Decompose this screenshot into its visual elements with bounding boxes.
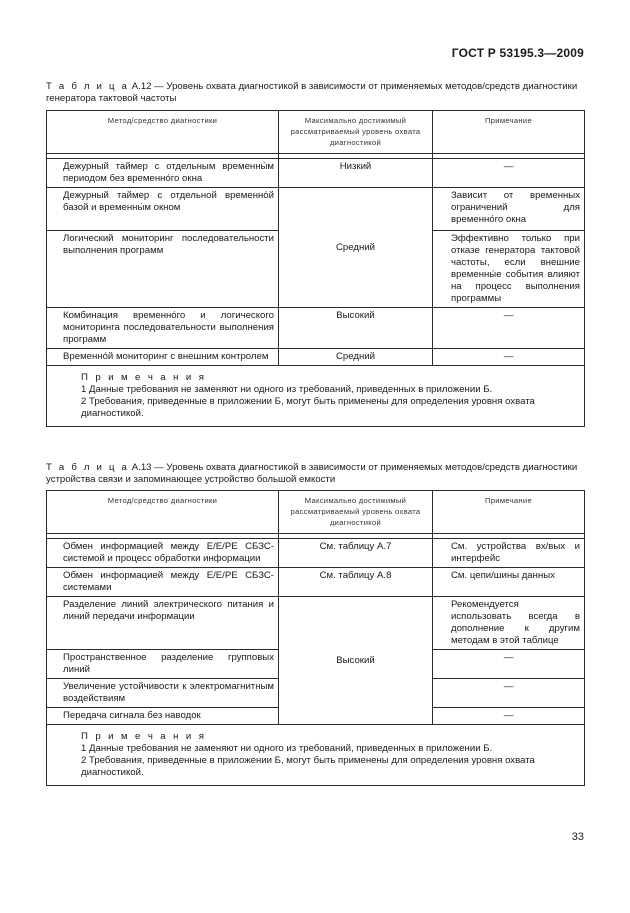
- note-cell: См. устройства вх/вых и интерфейс: [433, 539, 585, 568]
- table-a13-caption-lead: Т а б л и ц а: [46, 462, 130, 473]
- notes-row: [47, 725, 585, 786]
- method-cell: Обмен информацией между Е/Е/РЕ СБЗС-системами: [47, 568, 279, 597]
- table-header-row: [47, 491, 585, 534]
- table-header-row: [47, 111, 585, 154]
- table-row: [47, 188, 585, 231]
- level-cell: Высокий: [279, 597, 433, 725]
- note-item: 2 Требования, приведенные в приложении Б, могут быть применены для определения уровня охвата диагностикой.: [81, 396, 535, 419]
- notes-cell: [47, 366, 585, 427]
- table-a13-caption: [46, 462, 586, 486]
- header-note: Примечание: [433, 491, 585, 534]
- method-cell: Увеличение устойчивости к электромагнитным воздействиям: [47, 679, 279, 708]
- table-row: [47, 349, 585, 366]
- method-cell: Комбинация временно́го и логического мониторинга последовательности выполнения программ: [47, 308, 279, 349]
- notes-cell: [47, 725, 585, 786]
- note-item: 1 Данные требования не заменяют ни одного из требований, приведенных в приложении Б.: [81, 743, 493, 754]
- note-item: 1 Данные требования не заменяют ни одного из требований, приведенных в приложении Б.: [81, 384, 493, 395]
- note-cell: Зависит от временных ограничений для временно́го окна: [433, 188, 585, 231]
- table-row: [47, 597, 585, 650]
- note-cell: —: [433, 679, 585, 708]
- note-item: 2 Требования, приведенные в приложении Б, могут быть применены для определения уровня охвата диагностикой.: [81, 755, 535, 778]
- header-method: Метод/средство диагностики: [47, 491, 279, 534]
- table-a12-caption: [46, 81, 586, 105]
- table-a12-caption-text: А.12 — Уровень охвата диагностикой в зависимости от применяемых методов/средств диагностики генератора тактовой частоты: [46, 81, 578, 104]
- table-row: [47, 568, 585, 597]
- level-cell: Низкий: [279, 159, 433, 188]
- table-row: [47, 159, 585, 188]
- method-cell: Разделение линий электрического питания и линий передачи информации: [47, 597, 279, 650]
- method-cell: Дежурный таймер с отдельной временно́й базой и временны́м окном: [47, 188, 279, 231]
- header-level: Максимально достижимый рассматриваемый уровень охвата диагностикой: [279, 491, 433, 534]
- level-cell: Средний: [279, 188, 433, 308]
- level-cell: См. таблицу А.8: [279, 568, 433, 597]
- note-cell: См. цепи/шины данных: [433, 568, 585, 597]
- method-cell: Логический мониторинг последовательности выполнения программ: [47, 231, 279, 308]
- method-cell: Обмен информацией между Е/Е/РЕ СБЗС-системой и процесс обработки информации: [47, 539, 279, 568]
- method-cell: Передача сигнала без наводок: [47, 708, 279, 725]
- notes-row: [47, 366, 585, 427]
- level-cell: Средний: [279, 349, 433, 366]
- note-cell: Рекомендуется использовать всегда в дополнение к другим методам в этой таблице: [433, 597, 585, 650]
- note-cell: —: [433, 708, 585, 725]
- note-cell: Эффективно только при отказе генератора тактовой частоты, если внешние временны́е события влияют на процесс выполнения программы: [433, 231, 585, 308]
- table-a13: [46, 490, 585, 786]
- method-cell: Пространственное разделение групповых линий: [47, 650, 279, 679]
- level-cell: Высокий: [279, 308, 433, 349]
- method-cell: Временно́й мониторинг с внешним контролем: [47, 349, 279, 366]
- note-cell: —: [433, 650, 585, 679]
- note-cell: —: [433, 159, 585, 188]
- notes-title: П р и м е ч а н и я: [81, 731, 207, 742]
- header-note: Примечание: [433, 111, 585, 154]
- method-cell: Дежурный таймер с отдельным временны́м периодом без временно́го окна: [47, 159, 279, 188]
- table-row: [47, 539, 585, 568]
- header-level: Максимально достижимый рассматриваемый уровень охвата диагностикой: [279, 111, 433, 154]
- page-number: 33: [571, 831, 584, 843]
- document-code: ГОСТ Р 53195.3—2009: [451, 46, 584, 60]
- note-cell: —: [433, 349, 585, 366]
- level-cell: См. таблицу А.7: [279, 539, 433, 568]
- table-row: [47, 308, 585, 349]
- table-a12-caption-lead: Т а б л и ц а: [46, 81, 130, 92]
- table-a12: [46, 110, 585, 427]
- note-cell: —: [433, 308, 585, 349]
- header-method: Метод/средство диагностики: [47, 111, 279, 154]
- table-a13-caption-text: А.13 — Уровень охвата диагностикой в зависимости от применяемых методов/средств диагностики устройства связи и запоминающее устройство большой емкости: [46, 462, 578, 485]
- notes-title: П р и м е ч а н и я: [81, 372, 207, 383]
